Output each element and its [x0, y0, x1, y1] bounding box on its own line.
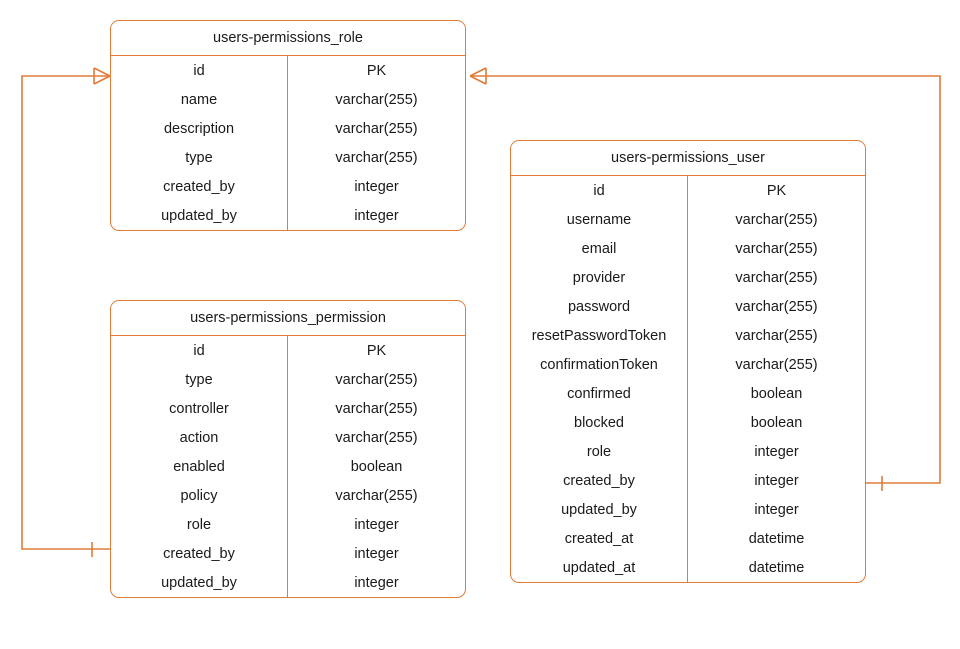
- table-row: [111, 568, 465, 597]
- field-type: PK: [766, 182, 787, 199]
- table-row: [511, 495, 865, 524]
- table-row: [111, 452, 465, 481]
- field-name: id: [111, 56, 288, 85]
- table-row: [511, 321, 865, 350]
- field-type: varchar(255): [335, 429, 418, 446]
- field-name: controller: [111, 394, 288, 423]
- table-row: [111, 56, 465, 85]
- field-name: enabled: [111, 452, 288, 481]
- field-name: updated_by: [111, 568, 288, 597]
- field-type: integer: [354, 574, 399, 591]
- field-type: varchar(255): [735, 298, 818, 315]
- field-name: updated_at: [511, 553, 688, 582]
- field-name: created_by: [111, 539, 288, 568]
- entity-users-permissions-role[interactable]: [110, 20, 466, 231]
- field-name: password: [511, 292, 688, 321]
- field-type: integer: [354, 207, 399, 224]
- table-row: [511, 176, 865, 205]
- field-name: type: [111, 365, 288, 394]
- field-type: varchar(255): [735, 269, 818, 286]
- field-name: id: [111, 336, 288, 365]
- field-type: datetime: [748, 559, 805, 576]
- entity-field-list: [111, 56, 465, 230]
- field-name: description: [111, 114, 288, 143]
- field-name: confirmed: [511, 379, 688, 408]
- field-name: created_at: [511, 524, 688, 553]
- table-row: [511, 205, 865, 234]
- field-type: varchar(255): [735, 327, 818, 344]
- field-type: integer: [754, 443, 799, 460]
- field-name: resetPasswordToken: [511, 321, 688, 350]
- field-name: confirmationToken: [511, 350, 688, 379]
- table-row: [111, 85, 465, 114]
- table-row: [111, 394, 465, 423]
- field-type: datetime: [748, 530, 805, 547]
- field-name: role: [511, 437, 688, 466]
- field-type: varchar(255): [335, 149, 418, 166]
- table-row: [511, 263, 865, 292]
- field-type: PK: [366, 62, 387, 79]
- table-row: [511, 234, 865, 263]
- entity-users-permissions-permission[interactable]: [110, 300, 466, 598]
- table-row: [511, 292, 865, 321]
- table-row: [511, 524, 865, 553]
- field-type: varchar(255): [735, 356, 818, 373]
- table-row: [511, 350, 865, 379]
- table-row: [111, 201, 465, 230]
- field-type: varchar(255): [735, 240, 818, 257]
- field-type: varchar(255): [335, 371, 418, 388]
- field-type: integer: [754, 501, 799, 518]
- entity-field-list: [111, 336, 465, 597]
- field-name: policy: [111, 481, 288, 510]
- table-row: [111, 423, 465, 452]
- relationship-permission-role: [22, 68, 110, 557]
- table-row: [111, 539, 465, 568]
- table-row: [111, 172, 465, 201]
- field-type: varchar(255): [335, 487, 418, 504]
- table-row: [111, 114, 465, 143]
- field-name: updated_by: [511, 495, 688, 524]
- field-type: varchar(255): [735, 211, 818, 228]
- entity-title: users-permissions_role: [111, 21, 465, 56]
- field-type: integer: [354, 545, 399, 562]
- field-type: boolean: [750, 414, 803, 431]
- table-row: [111, 143, 465, 172]
- field-name: type: [111, 143, 288, 172]
- table-row: [511, 379, 865, 408]
- table-row: [111, 365, 465, 394]
- table-row: [111, 481, 465, 510]
- entity-title: users-permissions_user: [511, 141, 865, 176]
- field-type: varchar(255): [335, 400, 418, 417]
- field-name: id: [511, 176, 688, 205]
- field-type: integer: [354, 516, 399, 533]
- table-row: [511, 466, 865, 495]
- field-name: provider: [511, 263, 688, 292]
- field-name: blocked: [511, 408, 688, 437]
- entity-users-permissions-user[interactable]: [510, 140, 866, 583]
- field-name: username: [511, 205, 688, 234]
- field-type: varchar(255): [335, 120, 418, 137]
- field-type: boolean: [350, 458, 403, 475]
- field-name: created_by: [111, 172, 288, 201]
- field-name: name: [111, 85, 288, 114]
- field-name: action: [111, 423, 288, 452]
- field-name: role: [111, 510, 288, 539]
- table-row: [511, 437, 865, 466]
- field-type: integer: [754, 472, 799, 489]
- field-type: boolean: [750, 385, 803, 402]
- field-type: integer: [354, 178, 399, 195]
- table-row: [511, 408, 865, 437]
- table-row: [111, 510, 465, 539]
- field-name: email: [511, 234, 688, 263]
- table-row: [511, 553, 865, 582]
- field-type: varchar(255): [335, 91, 418, 108]
- entity-field-list: [511, 176, 865, 582]
- field-name: created_by: [511, 466, 688, 495]
- field-name: updated_by: [111, 201, 288, 230]
- field-type: PK: [366, 342, 387, 359]
- table-row: [111, 336, 465, 365]
- entity-title: users-permissions_permission: [111, 301, 465, 336]
